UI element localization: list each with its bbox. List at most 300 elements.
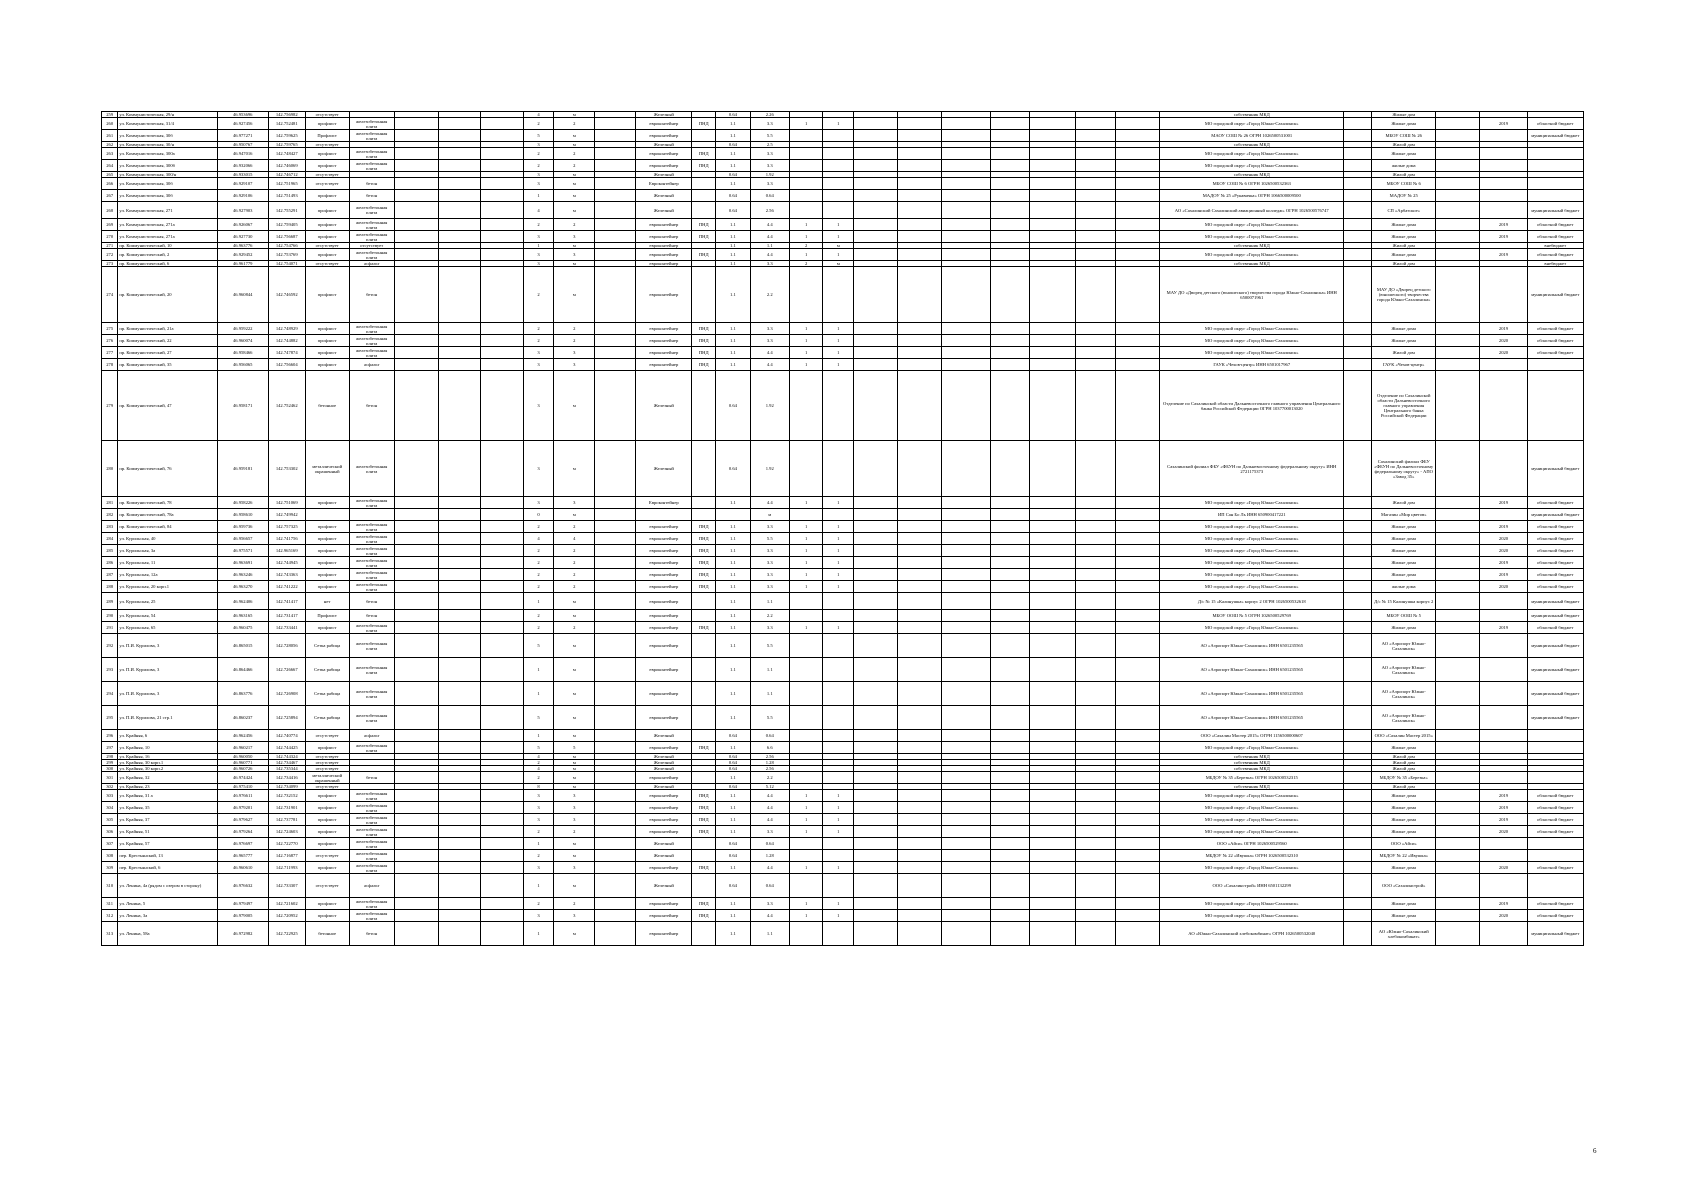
table-cell: евроконтейнер	[636, 658, 692, 682]
table-cell: 1	[789, 557, 823, 569]
table-cell: АО «Сахалинский Сахалинский авиационный колледж» ОГРН 1026500576747	[1160, 202, 1344, 219]
table-row	[102, 742, 1584, 754]
table-cell: 1	[789, 249, 823, 261]
table-cell	[1076, 178, 1116, 190]
table-cell: 0.64	[750, 190, 789, 202]
table-cell	[898, 190, 942, 202]
table-cell	[394, 219, 438, 231]
table-cell	[991, 441, 1030, 497]
table-cell: евроконтейнер	[636, 267, 692, 323]
table-cell	[1480, 634, 1527, 658]
table-cell: Жилые дома	[1371, 910, 1435, 922]
table-cell: бетон	[349, 610, 394, 622]
table-cell: железобетонная плита	[349, 545, 394, 557]
table-cell	[438, 838, 480, 850]
table-cell	[991, 371, 1030, 441]
table-cell	[898, 359, 942, 371]
table-cell: 4.4	[750, 862, 789, 874]
table-cell	[1116, 441, 1160, 497]
table-cell	[1436, 267, 1480, 323]
table-cell: железобетонная плита	[349, 557, 394, 569]
table-cell	[1436, 323, 1480, 335]
table-cell: 275	[102, 323, 118, 335]
table-cell	[480, 497, 523, 509]
table-cell	[1076, 118, 1116, 130]
table-cell	[1344, 521, 1372, 533]
table-cell: 46.975571	[217, 545, 268, 557]
table-cell: 3	[554, 814, 595, 826]
table-cell	[823, 178, 854, 190]
table-cell	[1480, 190, 1527, 202]
table-cell: 142.759625	[268, 130, 305, 142]
table-cell	[942, 802, 991, 814]
table-cell: 3.3	[750, 826, 789, 838]
table-cell	[692, 874, 716, 898]
table-cell: 46.927456	[217, 118, 268, 130]
table-cell	[595, 148, 636, 160]
table-cell: собственник МКД	[1160, 766, 1344, 772]
table-cell: 271	[102, 243, 118, 249]
table-cell: 2	[554, 622, 595, 634]
table-cell: 3	[523, 790, 554, 802]
table-cell: 46.864466	[217, 658, 268, 682]
table-cell: 0.64	[716, 760, 751, 766]
table-cell: ПНД	[692, 533, 716, 545]
table-cell: ул. Коммунистическая, 30б	[118, 178, 217, 190]
table-cell	[898, 742, 942, 754]
table-cell	[898, 730, 942, 742]
table-cell: областной бюджет	[1527, 910, 1583, 922]
table-cell	[942, 130, 991, 142]
table-cell: ул. Коммунистическая, 271	[118, 202, 217, 219]
table-cell: 3	[554, 862, 595, 874]
table-cell	[394, 323, 438, 335]
table-cell	[1436, 838, 1480, 850]
table-cell	[480, 267, 523, 323]
table-cell: АО «Южно-Сахалинский хлебокомбинат» ОГРН 1026500532040	[1160, 922, 1344, 946]
table-cell	[898, 160, 942, 172]
table-cell: евроконтейнер	[636, 682, 692, 706]
table-cell	[898, 441, 942, 497]
table-cell: ул. Курильская, 3а	[118, 545, 217, 557]
table-cell: 2.56	[750, 754, 789, 760]
table-cell: 2020	[1480, 533, 1527, 545]
table-cell	[854, 742, 898, 754]
table-cell: МО городской округ «Город Южно-Сахалинск»	[1160, 802, 1344, 814]
table-cell: 1	[823, 862, 854, 874]
table-cell	[438, 267, 480, 323]
table-row	[102, 371, 1584, 441]
table-cell: МО городской округ «Город Южно-Сахалинск»	[1160, 249, 1344, 261]
table-cell: 1	[823, 219, 854, 231]
table-cell	[394, 706, 438, 730]
table-cell	[1344, 497, 1372, 509]
table-cell	[898, 850, 942, 862]
table-cell: профлист	[305, 249, 349, 261]
table-cell	[1076, 826, 1116, 838]
table-cell	[480, 610, 523, 622]
table-cell: м	[554, 142, 595, 148]
table-cell: железобетонная плита	[349, 160, 394, 172]
table-cell	[991, 874, 1030, 898]
table-cell	[1436, 772, 1480, 784]
table-cell: АО «Аэропорт Южно-Сахалинск»	[1371, 682, 1435, 706]
table-cell	[1527, 772, 1583, 784]
table-cell	[1076, 231, 1116, 243]
table-cell: евроконтейнер	[636, 814, 692, 826]
table-cell	[854, 178, 898, 190]
table-cell	[1030, 862, 1076, 874]
table-cell: 142.752481	[268, 118, 305, 130]
table-cell: 4	[523, 533, 554, 545]
table-cell: МО городской округ «Город Южно-Сахалинск»	[1160, 557, 1344, 569]
table-cell	[854, 706, 898, 730]
table-cell: 3.3	[750, 569, 789, 581]
table-cell	[991, 838, 1030, 850]
table-cell	[1436, 557, 1480, 569]
table-row	[102, 838, 1584, 850]
table-cell	[692, 202, 716, 219]
table-cell: 2	[523, 610, 554, 622]
table-cell: 1.1	[750, 243, 789, 249]
table-cell: 0.64	[716, 172, 751, 178]
table-cell: железобетонная плита	[349, 814, 394, 826]
table-cell: железобетонная плита	[349, 118, 394, 130]
table-cell	[1436, 850, 1480, 862]
table-cell: 2	[523, 760, 554, 766]
table-cell: МАОУ СОШ № 26 ОГРН 1026500531001	[1160, 130, 1344, 142]
table-cell	[438, 622, 480, 634]
table-cell: 0.64	[716, 202, 751, 219]
table-cell: МБОУ СОШ № 6 ОГРН 1026500532363	[1160, 178, 1344, 190]
table-cell: МО городской округ «Город Южно-Сахалинск»	[1160, 826, 1344, 838]
table-cell	[1116, 148, 1160, 160]
table-cell: 1	[523, 593, 554, 610]
table-cell: 1	[523, 874, 554, 898]
table-cell	[991, 178, 1030, 190]
table-cell	[1344, 593, 1372, 610]
table-cell	[854, 148, 898, 160]
table-cell: Железный	[636, 850, 692, 862]
table-cell: ПНД	[692, 826, 716, 838]
table-cell: Жилой дом	[1371, 243, 1435, 249]
table-cell: областной бюджет	[1527, 802, 1583, 814]
table-cell	[1076, 682, 1116, 706]
table-cell: пр. Коммунистический, 20	[118, 267, 217, 323]
table-cell: 2019	[1480, 802, 1527, 814]
table-row	[102, 335, 1584, 347]
table-cell	[942, 347, 991, 359]
table-cell	[438, 862, 480, 874]
table-cell	[1076, 148, 1116, 160]
table-cell: 142.734099	[268, 784, 305, 790]
table-row	[102, 267, 1584, 323]
table-cell: ООО «Айси»	[1371, 838, 1435, 850]
table-cell	[394, 441, 438, 497]
table-cell: 142.722770	[268, 838, 305, 850]
table-cell: муниципальный бюджет	[1527, 658, 1583, 682]
table-cell	[394, 634, 438, 658]
table-cell: 3.3	[750, 622, 789, 634]
table-cell	[942, 742, 991, 754]
table-cell	[991, 509, 1030, 521]
table-cell	[394, 118, 438, 130]
table-row	[102, 118, 1584, 130]
table-cell: профлист	[305, 160, 349, 172]
table-cell: Жилые дома	[1371, 323, 1435, 335]
table-cell	[595, 323, 636, 335]
table-cell	[394, 610, 438, 622]
table-cell	[1116, 231, 1160, 243]
table-cell: МО городской округ «Город Южно-Сахалинск»	[1160, 148, 1344, 160]
table-cell: областной бюджет	[1527, 545, 1583, 557]
table-cell: 1.1	[716, 267, 751, 323]
table-cell: 1.1	[716, 772, 751, 784]
table-cell	[438, 335, 480, 347]
table-cell: Жилой дом	[1371, 261, 1435, 267]
table-cell	[789, 658, 823, 682]
table-cell: евроконтейнер	[636, 593, 692, 610]
table-cell	[991, 557, 1030, 569]
table-cell: 5.5	[750, 634, 789, 658]
table-cell: 2	[523, 898, 554, 910]
table-cell	[480, 569, 523, 581]
table-cell: 4	[523, 766, 554, 772]
table-cell: 1	[789, 335, 823, 347]
table-cell: 2	[554, 545, 595, 557]
table-cell: 283	[102, 521, 118, 533]
table-cell: 262	[102, 142, 118, 148]
table-cell	[1344, 371, 1372, 441]
table-cell	[1116, 874, 1160, 898]
table-cell: профлист	[305, 148, 349, 160]
table-cell: 1.1	[716, 581, 751, 593]
table-cell	[898, 802, 942, 814]
table-cell	[595, 610, 636, 622]
table-cell	[480, 335, 523, 347]
table-cell	[942, 509, 991, 521]
table-cell: 142.751069	[268, 497, 305, 509]
table-cell: 2019	[1480, 231, 1527, 243]
table-cell	[991, 910, 1030, 922]
table-cell	[854, 622, 898, 634]
table-cell	[1436, 202, 1480, 219]
table-cell: Отделение по Сахалинской области Дальневосточного главного управления Центрального банка Российской Федерации	[1371, 371, 1435, 441]
table-cell: Жилые дома	[1371, 790, 1435, 802]
table-cell: Железный	[636, 784, 692, 790]
table-cell: 2019	[1480, 497, 1527, 509]
table-cell	[438, 706, 480, 730]
table-cell: 46.963691	[217, 557, 268, 569]
table-cell	[438, 802, 480, 814]
table-cell	[991, 545, 1030, 557]
table-cell	[1344, 323, 1372, 335]
table-cell: профлист	[305, 118, 349, 130]
table-cell: МАДОУ № 25 «Рукавичка» ОГРН 1066500009500	[1160, 190, 1344, 202]
table-cell	[789, 838, 823, 850]
table-cell	[898, 706, 942, 730]
table-cell: МО городской округ «Город Южно-Сахалинск»	[1160, 219, 1344, 231]
table-cell: 0.64	[716, 766, 751, 772]
table-cell	[1436, 521, 1480, 533]
table-row	[102, 160, 1584, 172]
table-cell: 142.756687	[268, 231, 305, 243]
table-cell: 292	[102, 634, 118, 658]
table-cell	[1480, 850, 1527, 862]
table-cell: 2.2	[750, 610, 789, 622]
table-row	[102, 581, 1584, 593]
table-cell: Железный	[636, 172, 692, 178]
table-cell: 1.1	[716, 658, 751, 682]
table-cell	[1436, 826, 1480, 838]
table-cell: 1	[823, 231, 854, 243]
table-cell	[1344, 533, 1372, 545]
table-cell	[789, 178, 823, 190]
table-cell	[394, 790, 438, 802]
table-cell	[1344, 359, 1372, 371]
table-cell	[595, 772, 636, 784]
table-cell: 46.963165	[217, 610, 268, 622]
table-cell	[1116, 742, 1160, 754]
table-cell: 285	[102, 545, 118, 557]
table-cell: 46.961779	[217, 261, 268, 267]
table-cell: 142.757325	[268, 521, 305, 533]
table-cell: Жилые дома	[1371, 742, 1435, 754]
table-cell: 3	[523, 862, 554, 874]
table-cell: 1	[789, 814, 823, 826]
table-cell	[1076, 569, 1116, 581]
table-cell	[1030, 826, 1076, 838]
table-cell	[854, 838, 898, 850]
table-cell: собственник МКД	[1160, 754, 1344, 760]
table-cell	[394, 682, 438, 706]
table-cell: 142.741417	[268, 593, 305, 610]
table-cell	[898, 658, 942, 682]
table-cell: железобетонная плита	[349, 148, 394, 160]
table-cell	[438, 521, 480, 533]
table-cell: ул. П.И. Курилова, 3	[118, 682, 217, 706]
table-cell	[394, 862, 438, 874]
table-cell: 3.3	[750, 261, 789, 267]
table-cell: 1	[823, 497, 854, 509]
table-cell	[991, 130, 1030, 142]
table-cell: 2	[523, 160, 554, 172]
table-cell: 1	[789, 231, 823, 243]
table-cell	[942, 730, 991, 742]
table-cell	[942, 497, 991, 509]
table-cell: 288	[102, 581, 118, 593]
table-cell	[394, 622, 438, 634]
table-cell	[1436, 335, 1480, 347]
table-cell	[349, 509, 394, 521]
table-cell: 46.953696	[217, 112, 268, 118]
table-cell: Жилые дома	[1371, 545, 1435, 557]
table-cell	[823, 202, 854, 219]
table-cell: м	[554, 874, 595, 898]
table-cell: 2	[523, 826, 554, 838]
table-cell: 270	[102, 231, 118, 243]
table-cell: АО «Аэропорт Южно-Сахалинск»	[1371, 706, 1435, 730]
table-cell: 3	[523, 142, 554, 148]
table-cell	[692, 850, 716, 862]
table-cell	[480, 359, 523, 371]
table-cell	[394, 838, 438, 850]
table-cell: МО городской округ «Город Южно-Сахалинск»	[1160, 569, 1344, 581]
table-cell	[1480, 772, 1527, 784]
table-cell: м	[554, 441, 595, 497]
table-cell: Жилой дом	[1371, 760, 1435, 766]
table-cell: 4.4	[750, 802, 789, 814]
table-row	[102, 658, 1584, 682]
table-cell: железобетонная плита	[349, 533, 394, 545]
table-cell: областной бюджет	[1527, 814, 1583, 826]
table-cell: 0.64	[716, 142, 751, 148]
table-cell: 1.1	[716, 118, 751, 130]
table-cell: евроконтейнер	[636, 533, 692, 545]
table-cell: 142.755291	[268, 202, 305, 219]
table-cell	[1076, 497, 1116, 509]
table-cell: 1.1	[716, 243, 751, 249]
table-cell	[394, 190, 438, 202]
table-cell	[1076, 922, 1116, 946]
table-cell	[789, 730, 823, 742]
table-cell: 5.5	[750, 533, 789, 545]
table-cell	[595, 190, 636, 202]
table-cell	[1116, 130, 1160, 142]
table-cell: 2	[523, 545, 554, 557]
table-cell: 3.3	[750, 898, 789, 910]
table-cell	[1436, 593, 1480, 610]
table-cell	[394, 802, 438, 814]
table-cell	[480, 706, 523, 730]
table-cell	[1076, 441, 1116, 497]
table-cell: отсутствует	[305, 784, 349, 790]
table-cell: 46.929106	[217, 190, 268, 202]
table-cell: Жилые дома	[1371, 249, 1435, 261]
table-cell: 313	[102, 922, 118, 946]
table-cell	[1116, 610, 1160, 622]
table-cell: 46.960726	[217, 766, 268, 772]
table-cell	[854, 323, 898, 335]
table-cell: МО городской округ «Город Южно-Сахалинск»	[1160, 497, 1344, 509]
table-cell: профлист	[305, 335, 349, 347]
table-cell	[692, 682, 716, 706]
table-cell: Профлист	[305, 130, 349, 142]
table-cell	[394, 742, 438, 754]
table-cell: 46.926067	[217, 219, 268, 231]
table-cell: 3.3	[750, 545, 789, 557]
table-cell: ул. Курильская, 54	[118, 610, 217, 622]
table-cell	[480, 521, 523, 533]
table-cell	[1030, 622, 1076, 634]
table-cell	[1480, 838, 1527, 850]
table-cell: м	[554, 243, 595, 249]
table-cell: 2	[554, 160, 595, 172]
table-cell	[854, 118, 898, 130]
table-cell	[854, 826, 898, 838]
table-cell: 46.932066	[217, 160, 268, 172]
table-cell	[1480, 706, 1527, 730]
table-cell	[1480, 359, 1527, 371]
register-table	[101, 111, 1584, 946]
table-cell: 302	[102, 784, 118, 790]
table-cell: 46.962456	[217, 730, 268, 742]
table-cell	[789, 874, 823, 898]
table-cell	[991, 922, 1030, 946]
table-cell: м	[554, 922, 595, 946]
table-cell	[991, 569, 1030, 581]
table-cell	[1116, 509, 1160, 521]
